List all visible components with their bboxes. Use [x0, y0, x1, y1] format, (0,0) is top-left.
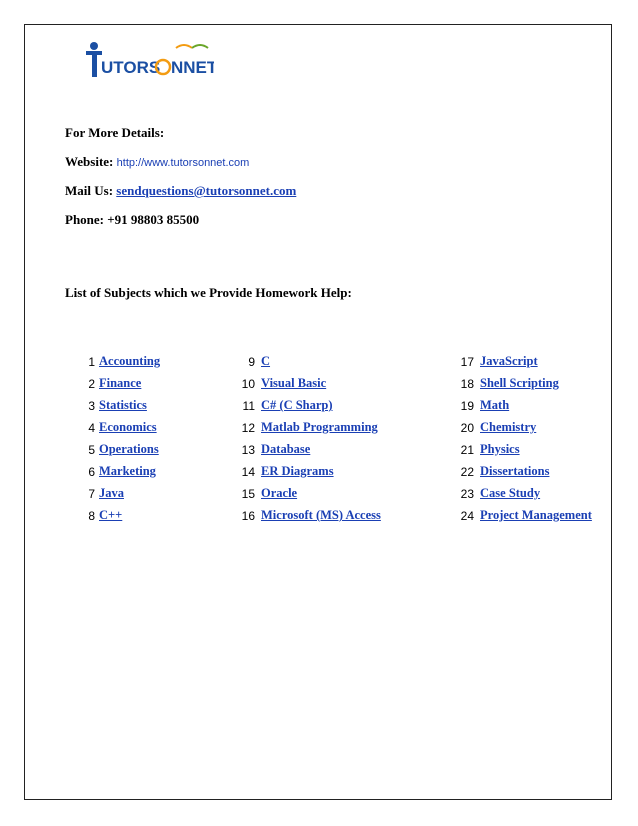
- subject-number: 3: [88, 399, 95, 413]
- mail-link[interactable]: sendquestions@tutorsonnet.com: [116, 183, 297, 198]
- subject-link[interactable]: Project Management: [480, 508, 592, 522]
- subject-number: 22: [460, 465, 474, 479]
- subject-link[interactable]: Oracle: [261, 486, 298, 500]
- subject-link[interactable]: ER Diagrams: [261, 464, 334, 478]
- subject-number: 1: [88, 355, 95, 369]
- subject-link[interactable]: Database: [261, 442, 311, 456]
- mail-line: [65, 183, 296, 199]
- subject-number: 24: [460, 509, 474, 523]
- subject-number: 7: [88, 487, 95, 501]
- subject-number: 14: [241, 465, 255, 479]
- website-line: [65, 154, 249, 170]
- subject-number: 6: [88, 465, 95, 479]
- subject-link[interactable]: Finance: [99, 376, 142, 390]
- subject-number: 16: [241, 509, 255, 523]
- subject-link[interactable]: Microsoft (MS) Access: [261, 508, 381, 522]
- subject-link[interactable]: Economics: [99, 420, 157, 434]
- subject-number: 17: [460, 355, 474, 369]
- subject-link[interactable]: C++: [99, 508, 123, 522]
- website-label: Website:: [65, 154, 114, 169]
- subject-link[interactable]: Shell Scripting: [480, 376, 559, 390]
- subject-link[interactable]: Physics: [480, 442, 520, 456]
- subject-number: 15: [241, 487, 255, 501]
- subject-number: 23: [460, 487, 474, 501]
- website-link[interactable]: http://www.tutorsonnet.com: [116, 157, 250, 169]
- subject-link[interactable]: Math: [480, 398, 510, 412]
- svg-text:UTORS: UTORS: [101, 58, 161, 77]
- subject-number: 13: [241, 443, 255, 457]
- subject-link[interactable]: Operations: [99, 442, 159, 456]
- subject-number: 19: [460, 399, 474, 413]
- subject-number: 9: [248, 355, 255, 369]
- phone-line: Phone: +91 98803 85500: [65, 212, 200, 227]
- details-heading: For More Details:: [65, 125, 165, 140]
- mail-label: Mail Us:: [65, 183, 114, 198]
- subject-link[interactable]: Dissertations: [480, 464, 550, 478]
- subject-link[interactable]: Java: [99, 486, 124, 500]
- subject-link[interactable]: Chemistry: [480, 420, 537, 434]
- subject-number: 18: [460, 377, 474, 391]
- subject-number: 5: [88, 443, 95, 457]
- subject-number: 11: [242, 399, 255, 413]
- subject-link[interactable]: JavaScript: [480, 354, 538, 368]
- subject-number: 4: [88, 421, 95, 435]
- subject-link[interactable]: C: [261, 354, 271, 368]
- svg-text:NNET: NNET: [171, 58, 214, 77]
- subject-link[interactable]: Accounting: [99, 354, 161, 368]
- subject-link[interactable]: Case Study: [480, 486, 541, 500]
- subjects-heading: List of Subjects which we Provide Homework Help:: [65, 285, 352, 300]
- subject-number: 8: [88, 509, 95, 523]
- subject-link[interactable]: Statistics: [99, 398, 147, 412]
- subject-link[interactable]: C# (C Sharp): [261, 398, 333, 412]
- book-person-logo-icon: [84, 40, 214, 80]
- subject-number: 20: [460, 421, 474, 435]
- subject-number: 21: [460, 443, 474, 457]
- subject-number: 10: [241, 377, 255, 391]
- subject-number: 2: [88, 377, 95, 391]
- subject-link[interactable]: Matlab Programming: [261, 420, 378, 434]
- subject-link[interactable]: Marketing: [99, 464, 156, 478]
- tutorsonnet-logo: [84, 40, 214, 80]
- subject-number: 12: [241, 421, 255, 435]
- subject-link[interactable]: Visual Basic: [261, 376, 327, 390]
